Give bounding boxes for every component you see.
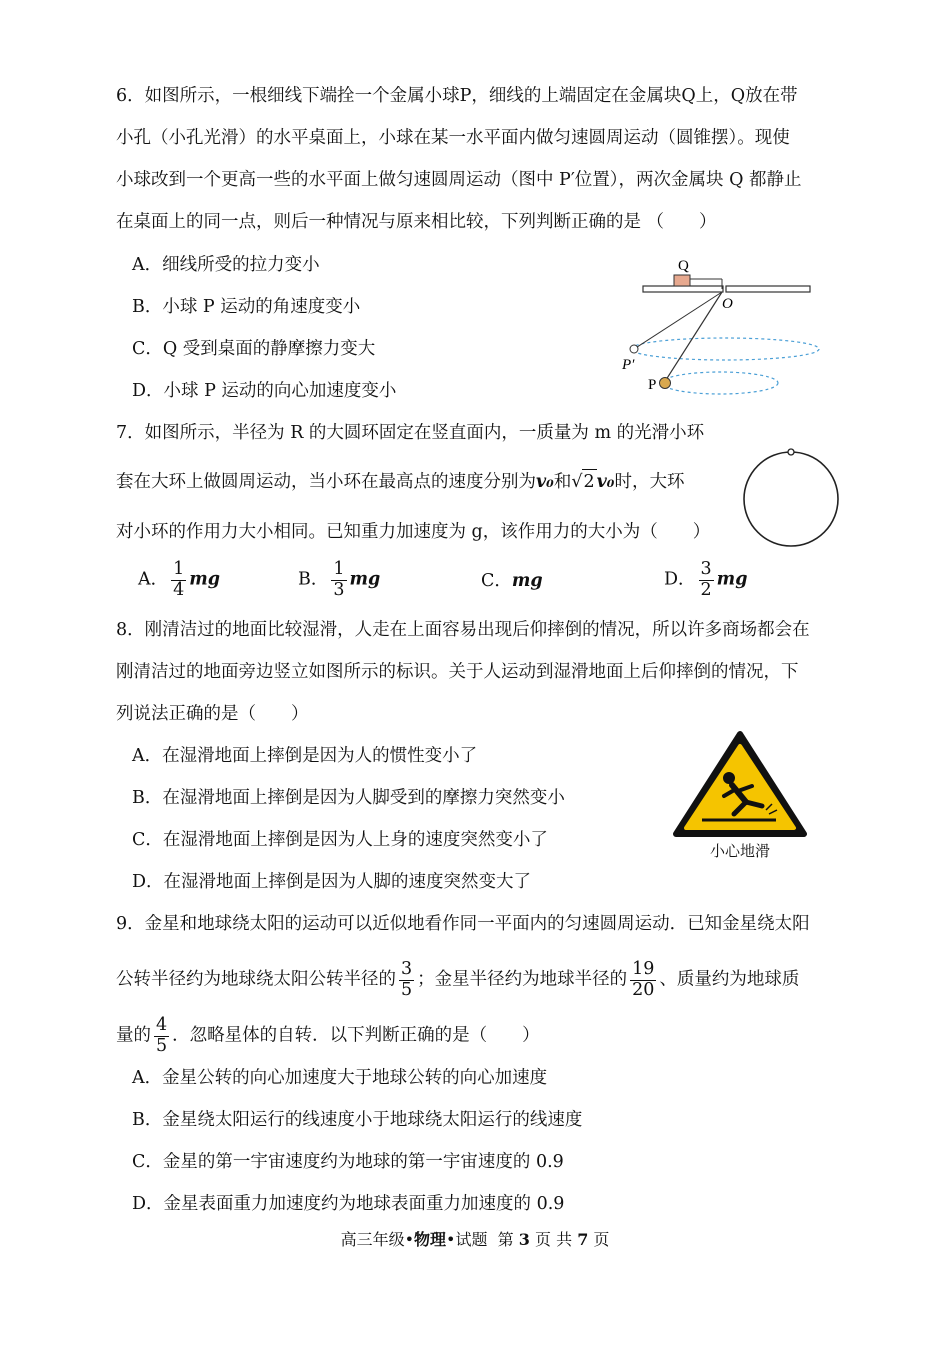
q6-option-c: C．Q 受到桌面的静摩擦力变大 <box>132 339 376 359</box>
q9-line-1: 9．金星和地球绕太阳的运动可以近似地看作同一平面内的匀速圆周运动．已知金星绕太阳 <box>116 914 810 934</box>
q9-line-3: 量的 $\frac{4}{5}$ ．忽略星体的自转．以下判断正确的是（ ） <box>116 1015 540 1056</box>
q9-option-c: C．金星的第一宇宙速度约为地球的第一宇宙速度的 0.9 <box>132 1152 564 1172</box>
label-p-prime: P′ <box>622 357 635 373</box>
q9-option-d: D．金星表面重力加速度约为地球表面重力加速度的 0.9 <box>132 1194 565 1214</box>
table-right <box>726 286 810 292</box>
sign-caption: 小心地滑 <box>709 842 770 860</box>
table-left <box>643 286 723 292</box>
orbit-upper <box>631 338 819 360</box>
q6-line-3: 小球改到一个更高一些的水平面上做匀速圆周运动（图中 P′位置），两次金属块 Q 都静止 <box>116 170 802 190</box>
q7-line-2: 套在大环上做圆周运动，当小环在最高点的速度分别为v₀和√2 v₀时，大环 <box>116 469 684 494</box>
ball-p-prime <box>630 345 638 353</box>
q7-line-1: 7．如图所示，半径为 R 的大圆环固定在竖直面内，一质量为 m 的光滑小环 <box>116 423 705 443</box>
big-ring <box>744 452 838 546</box>
q7-option-a: A． $\frac{1}{4}$ mg <box>138 559 221 600</box>
q7-option-c: C．mg <box>481 571 543 591</box>
q8-option-d: D．在湿滑地面上摔倒是因为人脚的速度突然变大了 <box>132 872 532 892</box>
q9-option-a: A．金星公转的向心加速度大于地球公转的向心加速度 <box>132 1068 548 1088</box>
q7-line-3: 对小环的作用力大小相同。已知重力加速度为 g，该作用力的大小为（ ） <box>116 522 711 542</box>
q8-line-2: 刚清洁过的地面旁边竖立如图所示的标识。关于人运动到湿滑地面上后仰摔倒的情况，下 <box>116 662 799 682</box>
q6-line-4: 在桌面上的同一点，则后一种情况与原来相比较，下列判断正确的是 （ ） <box>116 212 717 232</box>
q8-option-a: A．在湿滑地面上摔倒是因为人的惯性变小了 <box>132 746 478 766</box>
q9-line-2: 公转半径约为地球绕太阳公转半径的 $\frac{3}{5}$ ；金星半径约为地球半径的 $\frac{19}{20}$ 、质量约为地球质 <box>116 959 800 1000</box>
q8-option-c: C．在湿滑地面上摔倒是因为人上身的速度突然变小了 <box>132 830 548 850</box>
q6-option-b: B．小球 P 运动的角速度变小 <box>132 297 361 317</box>
label-p: P <box>648 377 657 393</box>
string-to-p <box>664 292 722 383</box>
label-q: Q <box>678 258 689 274</box>
q8-option-b: B．在湿滑地面上摔倒是因为人脚受到的摩擦力突然变小 <box>132 788 565 808</box>
ring-figure <box>740 445 844 549</box>
q6-option-d: D．小球 P 运动的向心加速度变小 <box>132 381 397 401</box>
string-to-p-prime <box>634 292 722 349</box>
sign-triangle-inner <box>686 746 794 828</box>
q6-line-2: 小孔（小孔光滑）的水平桌面上，小球在某一水平面内做匀速圆周运动（圆锥摆）。现使 <box>116 128 790 148</box>
q7-option-b: B． $\frac{1}{3}$ mg <box>298 559 381 600</box>
conical-pendulum-figure <box>610 255 825 400</box>
q9-option-b: B．金星绕太阳运行的线速度小于地球绕太阳运行的线速度 <box>132 1110 583 1130</box>
q6-line-1: 6．如图所示，一根细线下端拴一个金属小球P，细线的上端固定在金属块Q上，Q放在带 <box>116 86 798 106</box>
orbit-lower <box>662 372 778 394</box>
q8-line-1: 8．刚清洁过的地面比较湿滑，人走在上面容易出现后仰摔倒的情况，所以许多商场都会在 <box>116 620 810 640</box>
page-footer: 高三年级•物理•试题 第 3 页 共 7 页 <box>340 1230 610 1249</box>
small-ring <box>788 449 794 455</box>
label-o: O <box>722 296 733 312</box>
q6-option-a: A．细线所受的拉力变小 <box>132 255 320 275</box>
ball-p <box>660 378 671 389</box>
q8-line-3: 列说法正确的是（ ） <box>116 704 309 724</box>
wet-floor-sign <box>672 730 808 842</box>
q7-option-d: D． $\frac{3}{2}$ mg <box>664 559 748 600</box>
block-q <box>674 275 690 286</box>
